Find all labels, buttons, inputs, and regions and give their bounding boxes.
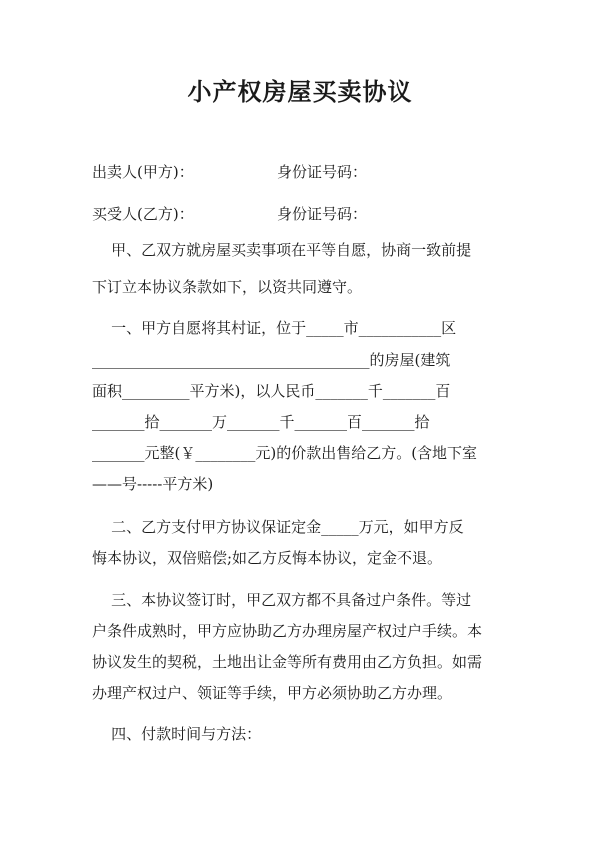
clause1-line-3: 面积_________平方米)，以人民币_______千_______百 [92, 382, 451, 400]
document-title: 小产权房屋买卖协议 [187, 77, 413, 106]
clause3-line-3: 协议发生的契税，土地出让金等所有费用由乙方负担。如需 [92, 653, 483, 671]
clause3-line-1: 三、本协议签订时，甲乙双方都不具备过户条件。等过 [92, 591, 472, 609]
intro-line-2: 下订立本协议条款如下，以资共同遵守。 [92, 278, 363, 296]
clause1-line-5: _______元整(￥________元)的价款出售给乙方。(含地下室 [92, 444, 478, 462]
clause1-line-6: ——号-----平方米) [92, 475, 214, 493]
clause1-line-1: 一、甲方自愿将其村证，位于_____市___________区 [92, 319, 457, 337]
clause2-line-2: 悔本协议，双倍赔偿;如乙方反悔本协议，定金不退。 [92, 549, 443, 567]
buyer-id-label: 身份证号码： [277, 205, 368, 223]
clause4-line-1: 四、付款时间与方法： [92, 725, 262, 743]
clause1-line-2: _____________________________________的房屋(建筑 [92, 351, 451, 369]
seller-id-label: 身份证号码： [277, 163, 368, 181]
clause1-line-4: _______拾_______万_______千_______百_______拾 [92, 413, 430, 431]
seller-label: 出卖人(甲方)： [92, 163, 194, 181]
clause3-line-2: 户条件成熟时，甲方应协助乙方办理房屋产权过户手续。本 [92, 622, 483, 640]
clause3-line-4: 办理产权过户、领证等手续，甲方必须协助乙方办理。 [92, 684, 453, 702]
intro-line-1: 甲、乙双方就房屋买卖事项在平等自愿，协商一致前提 [92, 241, 472, 259]
clause2-line-1: 二、乙方支付甲方协议保证定金_____万元，如甲方反 [92, 518, 464, 536]
buyer-label: 买受人(乙方)： [92, 205, 194, 223]
